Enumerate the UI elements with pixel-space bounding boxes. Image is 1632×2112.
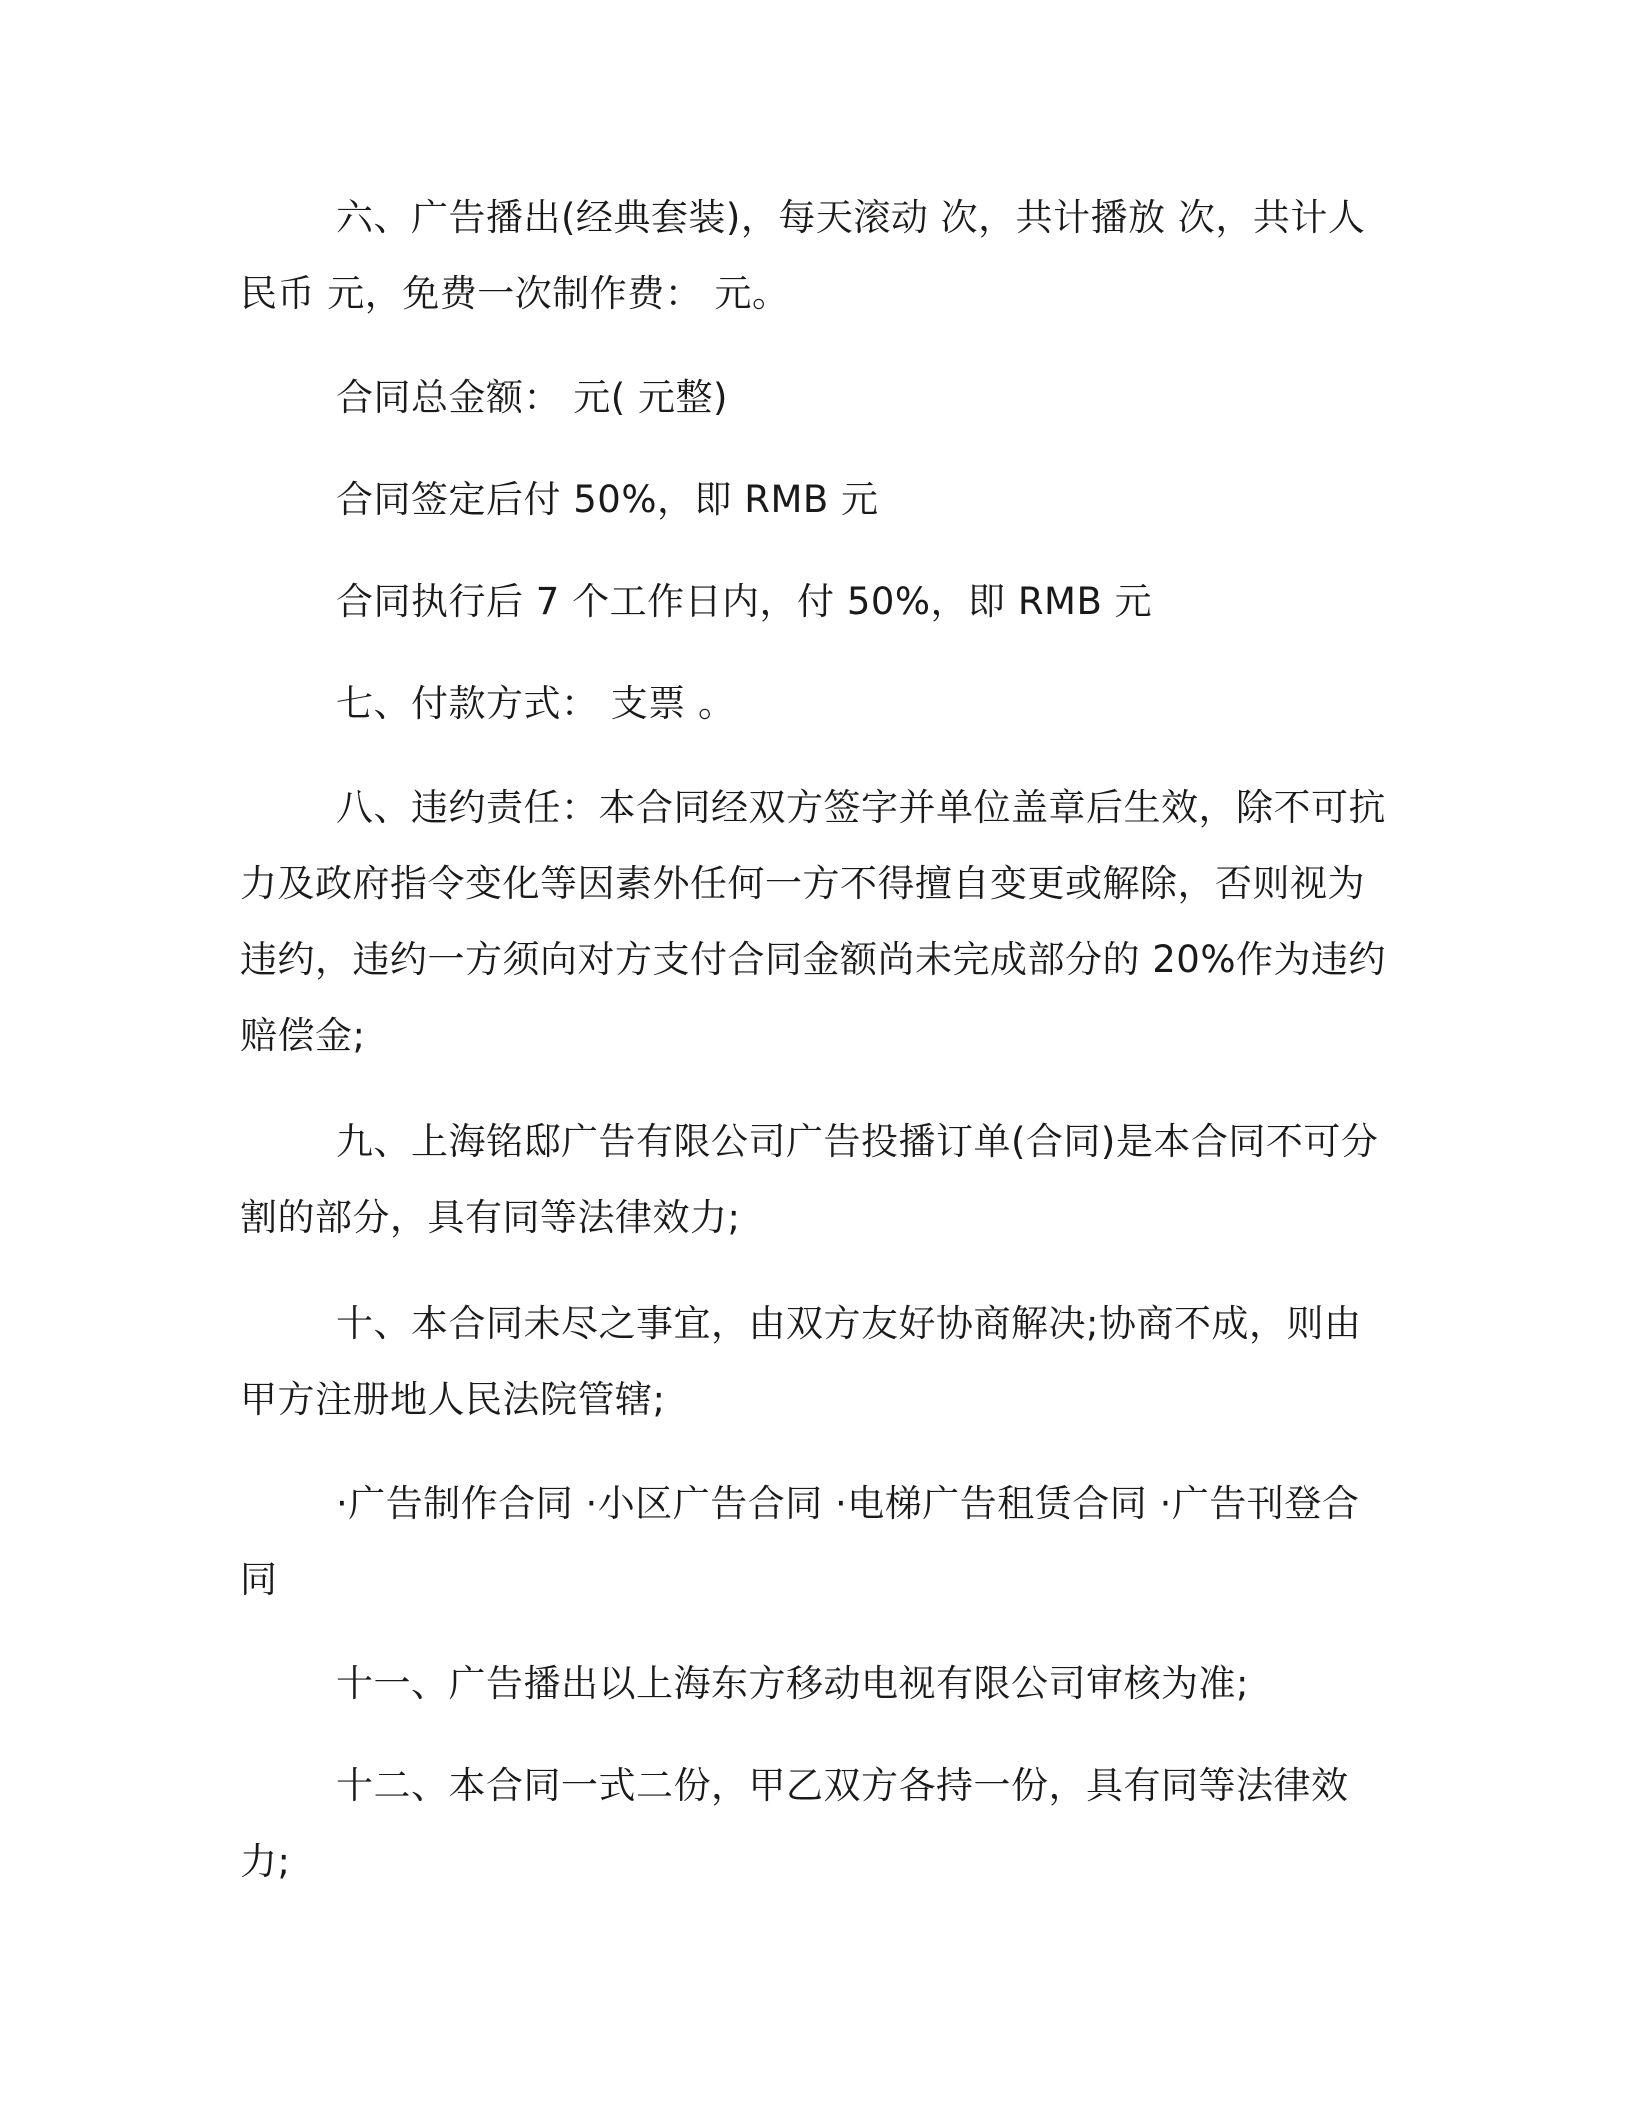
related-contracts-links: ·广告制作合同 ·小区广告合同 ·电梯广告租赁合同 ·广告刊登合同 [240,1482,1360,1601]
clause-7-payment-method: 七、付款方式： 支票 。 [336,682,736,725]
clause-11-review: 十一、广告播出以上海东方移动电视有限公司审核为准; [336,1662,1249,1705]
clause-10-disputes: 十、本合同未尽之事宜，由双方友好协商解决;协商不成，则由甲方注册地人民法院管辖; [240,1302,1362,1421]
clause-8-breach: 八、违约责任：本合同经双方签字并单位盖章后生效，除不可抗力及政府指令变化等因素外任何一方不得擅自变更或解除，否则视为违约，违约一方须向对方支付合同金额尚未完成部分的 20%作为违约赔偿金; [240,786,1386,1057]
contract-total-amount: 合同总金额： 元( 元整) [336,376,728,419]
clause-9-order: 九、上海铭邸广告有限公司广告投播订单(合同)是本合同不可分割的部分，具有同等法律效力; [240,1120,1379,1239]
clause-6-broadcast: 六、广告播出(经典套装)，每天滚动 次，共计播放 次，共计人民币 元，免费一次制作费： 元。 [240,196,1366,315]
payment-after-execution: 合同执行后 7 个工作日内，付 50%，即 RMB 元 [336,580,1153,623]
payment-on-signing: 合同签定后付 50%，即 RMB 元 [336,478,879,521]
clause-12-copies: 十二、本合同一式二份，甲乙双方各持一份，具有同等法律效力; [240,1764,1349,1883]
